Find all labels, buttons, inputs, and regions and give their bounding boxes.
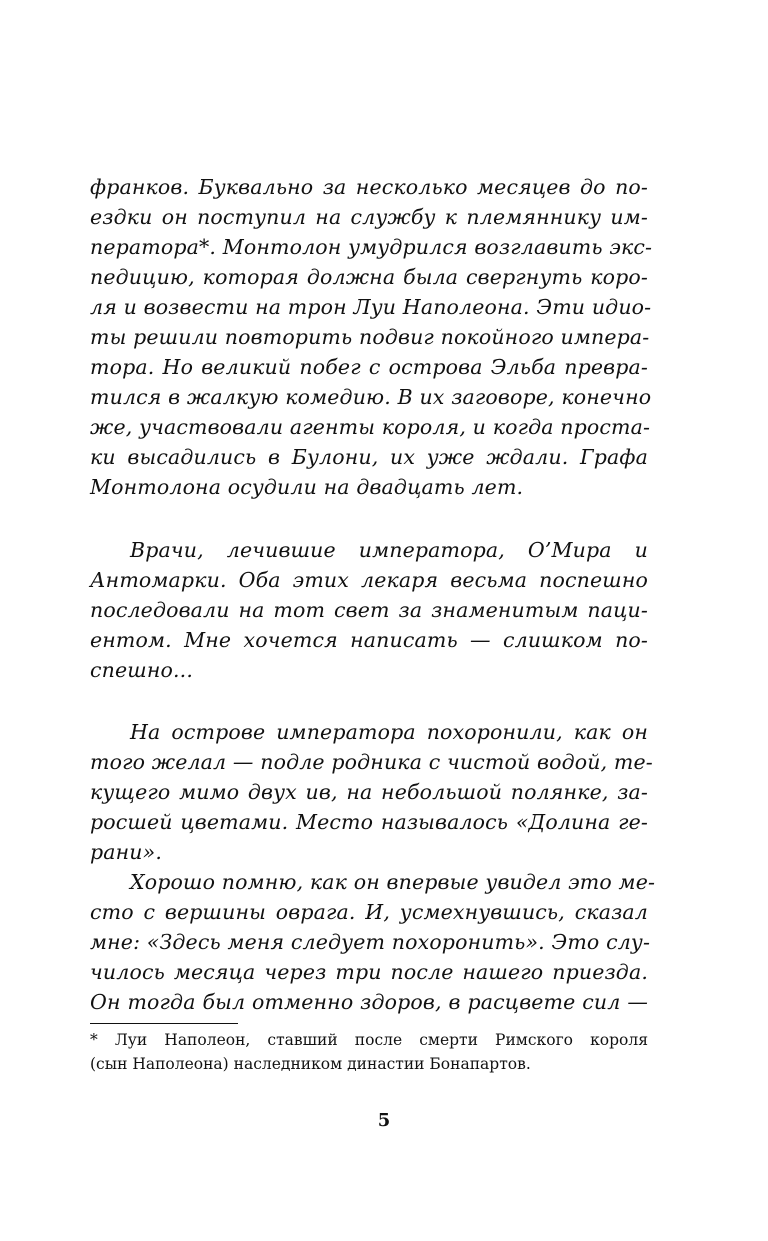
text-line: же, участвовали агенты короля, и когда проста- xyxy=(90,415,651,439)
text-line: спешно... xyxy=(90,658,193,682)
page-number: 5 xyxy=(377,1110,391,1131)
text-line: ентом. Мне хочется написать — слишком по- xyxy=(90,628,648,652)
text-line: Антомарки. Оба этих лекаря весьма поспешно xyxy=(90,568,648,592)
text-line: тился в жалкую комедию. В их заговоре, конечно xyxy=(90,385,652,409)
text-line: тора. Но великий побег с острова Эльба превра- xyxy=(90,355,648,379)
paragraph-4 xyxy=(90,867,656,1017)
text-line: Врачи, лечившие императора, О’Мира и xyxy=(130,538,648,562)
text-line: кущего мимо двух ив, на небольшой полянке, за- xyxy=(90,780,648,804)
footnote-line: (сын Наполеона) наследником династии Бонапартов. xyxy=(90,1055,531,1073)
text-line: Хорошо помню, как он впервые увидел это ме- xyxy=(130,870,656,894)
text-line: На острове императора похоронили, как он xyxy=(130,720,648,744)
text-line: ездки он поступил на службу к племяннику им- xyxy=(90,205,648,229)
footnote-divider xyxy=(90,1023,238,1024)
paragraph-1 xyxy=(90,172,653,502)
footnote-line: * Луи Наполеон, ставший после смерти Римского короля xyxy=(90,1031,648,1049)
text-line: того желал — подле родника с чистой водой, те- xyxy=(90,750,653,774)
paragraph-2 xyxy=(90,535,648,685)
text-line: последовали на тот свет за знаменитым паци- xyxy=(90,598,648,622)
text-line: ператора*. Монтолон умудрился возглавить экс- xyxy=(90,235,653,259)
text-line: чилось месяца через три после нашего приезда. xyxy=(90,960,648,984)
text-line: Он тогда был отменно здоров, в расцвете сил — xyxy=(90,990,648,1014)
text-line: Монтолона осудили на двадцать лет. xyxy=(90,475,524,499)
text-line: ля и возвести на трон Луи Наполеона. Эти идио- xyxy=(90,295,652,319)
text-line: мне: «Здесь меня следует похоронить». Это слу- xyxy=(90,930,651,954)
paragraph-3 xyxy=(90,717,653,867)
text-line: франков. Буквально за несколько месяцев до по- xyxy=(90,175,648,199)
text-line: росшей цветами. Место называлось «Долина ге- xyxy=(90,810,648,834)
text-line: ты решили повторить подвиг покойного импера- xyxy=(90,325,650,349)
text-line: ки высадились в Булони, их уже ждали. Графа xyxy=(90,445,648,469)
text-line: сто с вершины оврага. И, усмехнувшись, сказал xyxy=(90,900,648,924)
text-line: педицию, которая должна была свергнуть коро- xyxy=(90,265,648,289)
footnote xyxy=(90,1028,648,1076)
text-line: рани». xyxy=(90,840,163,864)
